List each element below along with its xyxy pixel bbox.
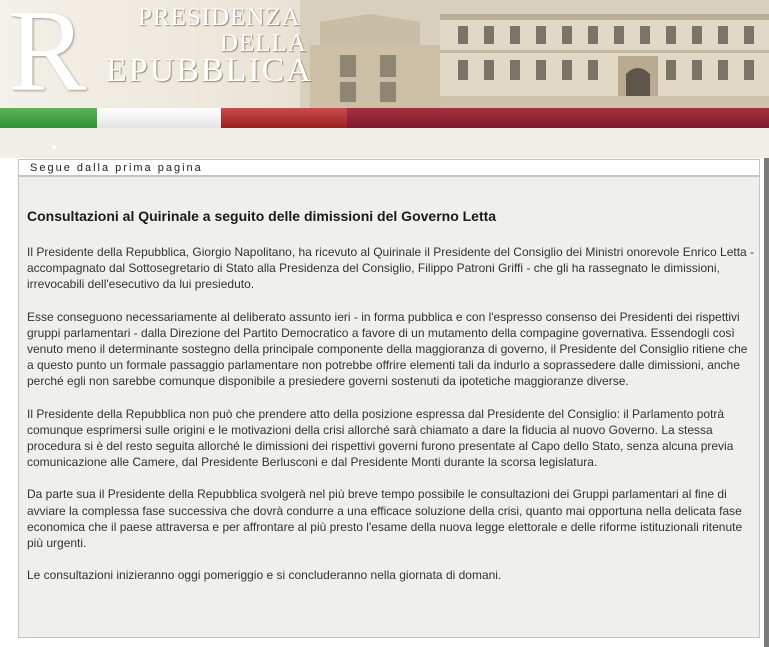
site-header [0,0,769,108]
article-paragraph-1: Il Presidente della Repubblica, Giorgio Napolitano, ha ricevuto al Quirinale il Presidente del Consiglio dei Ministri onorevole Enrico Letta - accompagnato dal Sottosegretario di Stato alla Presidenza del Consiglio, Filippo Patroni Griffi - che gli ha rassegnato le dimissioni, irrevocabili dell'esecutivo da lui presieduto. [27,245,755,292]
flag-burgundy-stripe [347,108,769,128]
flag-red-stripe [221,108,347,128]
article-paragraph-4: Da parte sua il Presidente della Repubblica svolgerà nel più breve tempo possibile le consultazioni dei Gruppi parlamentari al fine di avviare la complessa fase successiva che dovrà condurre a una efficace soluzione della crisi, quanto mai opportuna nella delicata fase economica che il paese attraversa e per affrontare al più presto l'esame della nuova legge elettorale e delle riforme istituzionali ritenute più urgenti. [27,487,743,551]
flag-green-stripe [0,108,97,128]
site-title-line-1: PRESIDENZA [138,4,301,31]
article-paragraph-5: Le consultazioni inizieranno oggi pomeriggio e si concluderanno nella giornata di domani. [27,568,502,583]
article [27,207,755,599]
article-paragraph-2: Esse conseguono necessariamente al deliberato assunto ieri - in forma pubblica e con l'espresso consenso dei Presidenti dei rispettivi gruppi parlamentari - dalla Direzione del Partito Democratico a favore di un mutamento della compagine governativa. Essendogli così venuto meno il determinante sostegno della principale componente della maggioranza di governo, il Presidente del Consiglio ritiene che a questo punto un formale passaggio parlamentare non potrebbe offrire elementi tali da indurlo a soprassedere dalle dimissioni, anche perché egli non sarebbe comunque disponibile a presiedere governi sostenuti da ipotetiche maggioranze diverse. [27,309,748,389]
quirinale-palace-image [300,0,769,108]
tricolor-band [0,108,769,128]
logo-letter: R [8,0,87,108]
site-title-line-3: EPUBBLICA [106,52,313,89]
site-title-line-2: DELLA [220,30,307,57]
flag-white-stripe [97,108,221,128]
article-paragraph-3: Il Presidente della Repubblica non può che prendere atto della posizione espressa dal Presidente del Consiglio: il Parlamento potrà comunque esprimersi sulle origini e le motivazioni della crisi allorché sarà chiamato a dare la fiducia al nuovo Governo. La stessa procedura si è del resto seguita allorché le dimissioni dei rispettivi governi furono presentate al Capo dello Stato, senza alcuna previa comunicazione alle Camere, dal Presidente Berlusconi e dal Presidente Monti durante la scorsa legislatura. [27,406,734,470]
section-label: Segue dalla prima pagina [18,159,760,176]
article-title: Consultazioni al Quirinale a seguito delle dimissioni del Governo Letta [27,208,497,224]
bullet-dot [52,145,56,149]
right-edge-bar [764,158,769,647]
subheader-band [0,128,769,158]
